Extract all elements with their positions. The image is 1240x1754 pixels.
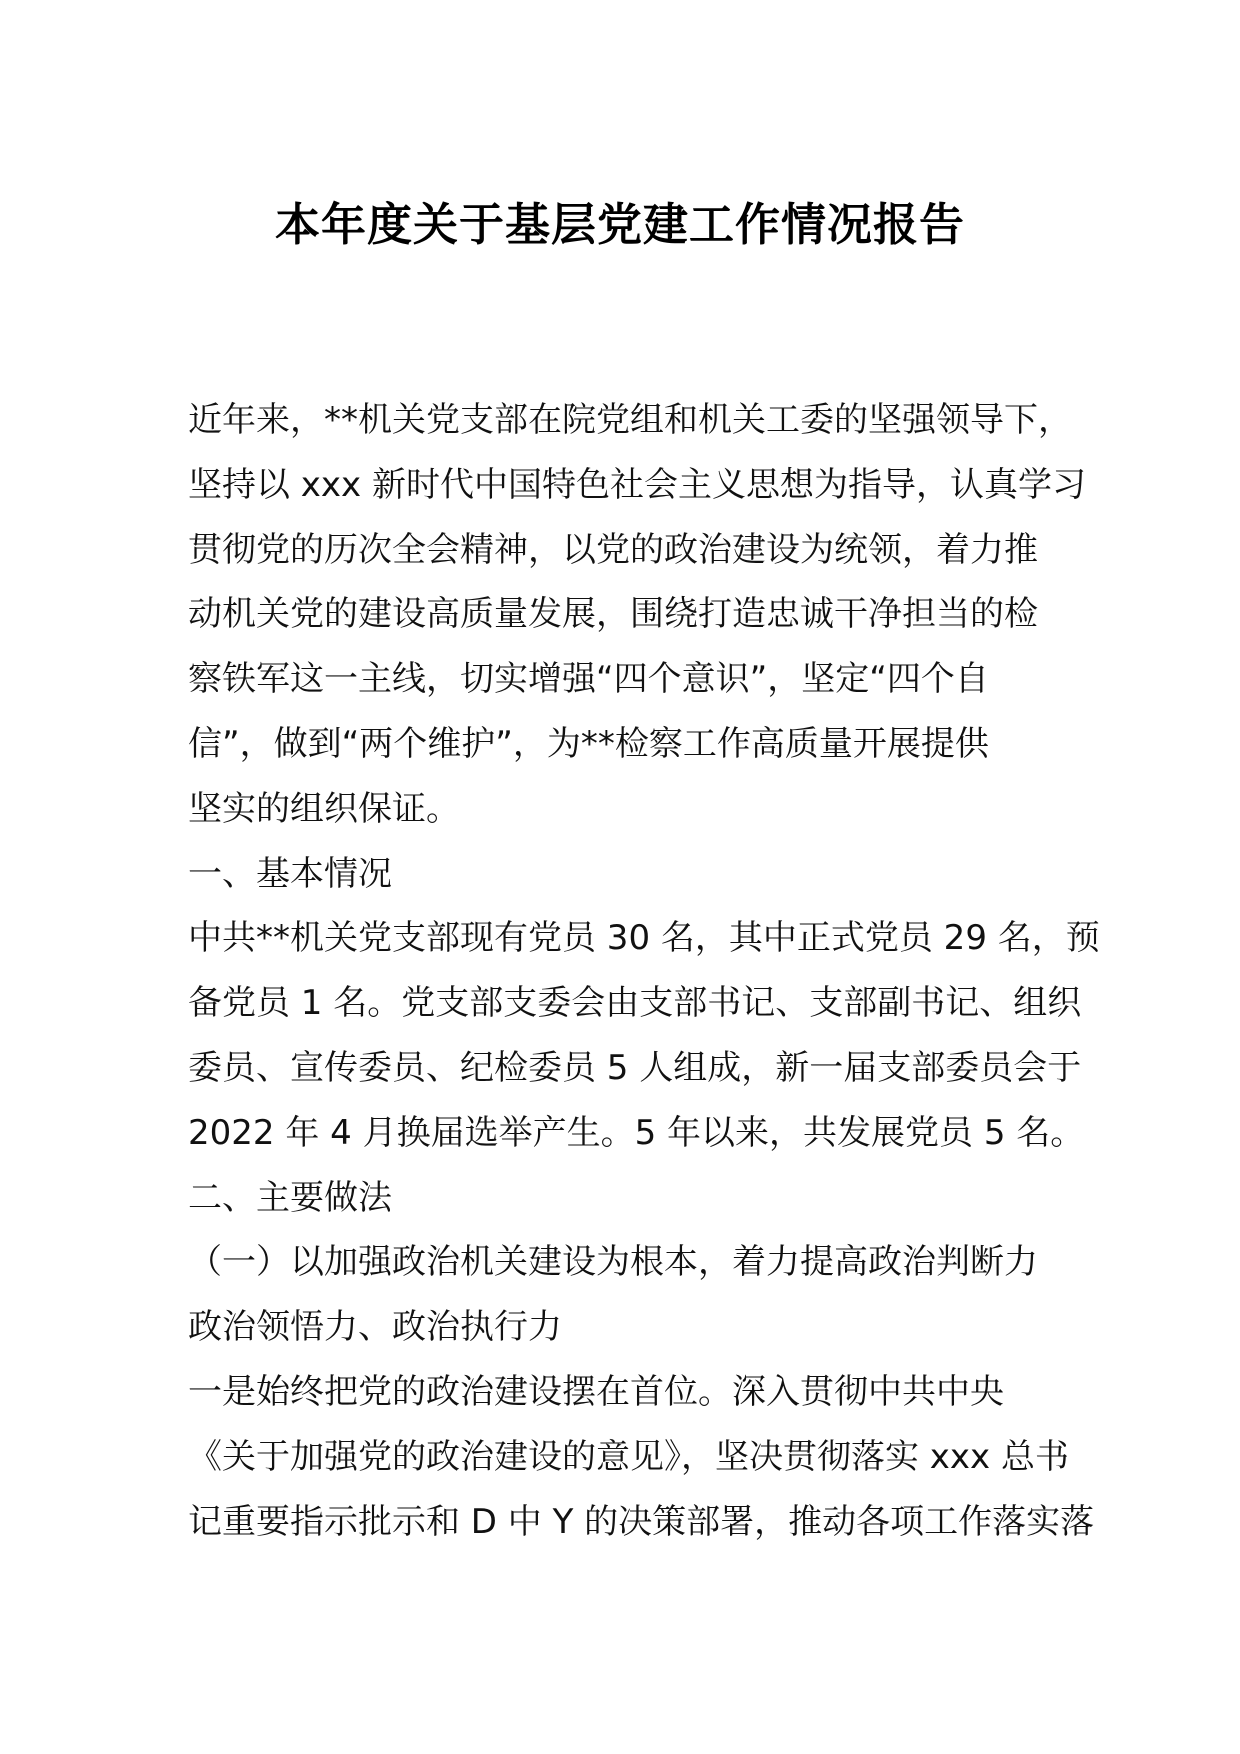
section-heading-main-practices: 二、主要做法 xyxy=(188,1177,392,1218)
paragraph-line: 中共**机关党支部现有党员 30 名，其中正式党员 29 名，预 xyxy=(188,918,1100,959)
paragraph-line: 坚实的组织保证。 xyxy=(188,788,460,829)
document-body xyxy=(188,388,1100,1554)
paragraph-line: 近年来，**机关党支部在院党组和机关工委的坚强领导下， xyxy=(188,400,1072,440)
paragraph-line: 委员、宣传委员、纪检委员 5 人组成，新一届支部委员会于 xyxy=(188,1047,1082,1088)
paragraph-line: 信”，做到“两个维护”，为**检察工作高质量开展提供 xyxy=(188,723,989,764)
paragraph-line: 一是始终把党的政治建设摆在首位。深入贯彻中共中央 xyxy=(188,1371,1004,1412)
document-title: 本年度关于基层党建工作情况报告 xyxy=(274,198,965,251)
paragraph-line: 坚持以 xxx 新时代中国特色社会主义思想为指导，认真学习 xyxy=(188,464,1086,505)
paragraph-line: 察铁军这一主线，切实增强“四个意识”，坚定“四个自 xyxy=(188,659,989,700)
paragraph-line: 《关于加强党的政治建设的意见》，坚决贯彻落实 xxx 总书 xyxy=(188,1436,1069,1477)
section-heading-basic-situation: 一、基本情况 xyxy=(188,853,392,894)
paragraph-line: 记重要指示批示和 D 中 Y 的决策部署，推动各项工作落实落 xyxy=(188,1501,1095,1542)
paragraph-line: 2022 年 4 月换届选举产生。5 年以来，共发展党员 5 名。 xyxy=(188,1112,1085,1153)
subsection-heading-line: 政治领悟力、政治执行力 xyxy=(188,1307,562,1348)
subsection-heading-line: （一）以加强政治机关建设为根本，着力提高政治判断力 xyxy=(188,1242,1038,1283)
paragraph-line: 动机关党的建设高质量发展，围绕打造忠诚干净担当的检 xyxy=(188,594,1038,635)
paragraph-line: 贯彻党的历次全会精神，以党的政治建设为统领，着力推 xyxy=(188,529,1038,570)
paragraph-line: 备党员 1 名。党支部支委会由支部书记、支部副书记、组织 xyxy=(188,983,1082,1024)
